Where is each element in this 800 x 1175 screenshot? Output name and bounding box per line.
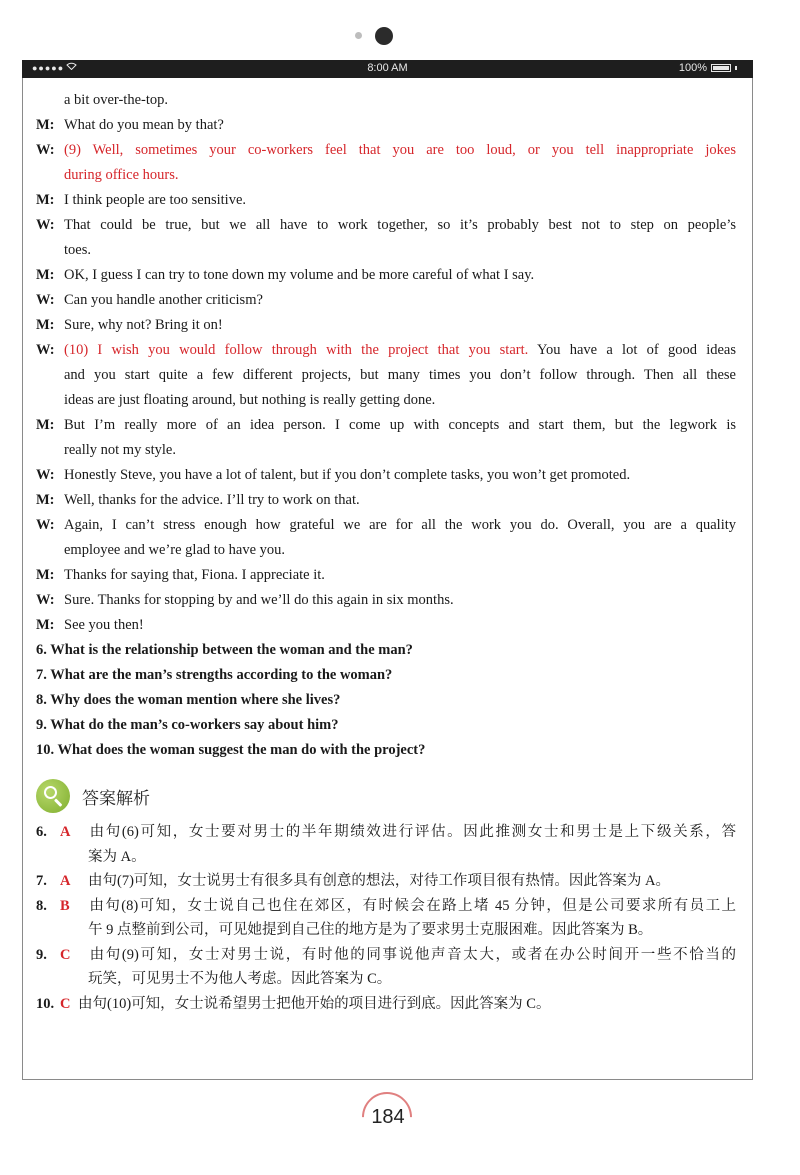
page-number-badge [358, 1092, 418, 1144]
dialogue-line-highlight: during office hours. [64, 167, 179, 183]
question-item: 9. What do the man’s co-workers say about him? [36, 717, 339, 733]
speaker-label: W: [36, 142, 55, 158]
answer-letter: A [60, 873, 71, 889]
dialogue-line: really not my style. [64, 442, 176, 458]
highlight-sentence: (10) I wish you would follow through with the project that you start. [64, 342, 529, 358]
dialogue-line: and you start quite a few different projects, but many times you don’t follow through. Then all these [64, 367, 736, 383]
speaker-label: W: [36, 217, 55, 233]
answer-letter: C [60, 995, 71, 1012]
answer-item-cont: 午 9 点整前到公司，可见她提到自己住的地方是为了要求男士克服困难。因此答案为 B。 [88, 922, 653, 938]
camera-lens-icon [375, 27, 393, 45]
dialogue-line-highlight: W: (9) Well, sometimes your co-workers feel that you are too loud, or you tell inappropriate jokes [36, 138, 736, 163]
dialogue-line: toes. [64, 242, 91, 258]
dialogue-line: W: Honestly Steve, you have a lot of talent, but if you don’t complete tasks, you won’t get promoted. [36, 463, 736, 488]
dialogue-line: employee and we’re glad to have you. [64, 542, 286, 558]
speaker-label: M: [36, 617, 55, 633]
speaker-label: M: [36, 417, 55, 433]
question-item: 10. What does the woman suggest the man do with the project? [36, 742, 426, 758]
answer-item: 6. A 由句(6)可知，女士要对男士的半年期绩效进行评估。因此推测女士和男士是上下级关系，答 [36, 820, 736, 845]
speaker-label: W: [36, 467, 55, 483]
status-time: 8:00 AM [367, 62, 408, 74]
dialogue-line: W: Can you handle another criticism? [36, 288, 736, 313]
answer-item-cont: 玩笑，可见男士不为他人考虑。因此答案为 C。 [88, 971, 392, 987]
answer-item: 8. B 由句(8)可知，女士说自己也住在郊区，有时候会在路上堵 45 分钟，但是公司要求所有员工上 [36, 894, 736, 919]
battery-percent: 100% [678, 62, 707, 74]
dialogue-line: M: Thanks for saying that, Fiona. I appreciate it. [36, 563, 736, 588]
dialogue-line: a bit over-the-top. [64, 92, 168, 108]
answer-letter: B [60, 897, 70, 914]
dialogue-line: W: That could be true, but we all have to work together, so it’s probably best not to step on people’s [36, 213, 736, 238]
answer-item: 9. C 由句(9)可知，女士对男士说，有时他的同事说他声音太大，或者在办公时间开一些不恰当的 [36, 943, 736, 968]
answer-section-header [36, 778, 150, 814]
answer-item: 10. C 由句(10)可知，女士说希望男士把他开始的项目进行到底。因此答案为 C。 [36, 992, 736, 1017]
dialogue-line: M: Well, thanks for the advice. I’ll try to work on that. [36, 488, 736, 513]
dialogue-line: M: See you then! [36, 613, 736, 638]
dialogue-line: W: (10) I wish you would follow through with the project that you start. You have a lot of good ideas [36, 338, 736, 363]
dialogue-line: M: Sure, why not? Bring it on! [36, 313, 736, 338]
page-number: 184 [371, 1106, 405, 1128]
speaker-label: M: [36, 267, 55, 283]
camera-sensor-icon [355, 32, 362, 39]
answer-list [36, 820, 736, 1016]
speaker-label: W: [36, 517, 55, 533]
speaker-label: W: [36, 342, 55, 358]
answer-section-title: 答案解析 [82, 788, 150, 809]
speaker-label: W: [36, 292, 55, 308]
dialogue-line: W: Again, I can’t stress enough how grateful we are for all the work you do. Overall, you are a quality [36, 513, 736, 538]
answer-letter: A [60, 824, 71, 840]
question-item: 7. What are the man’s strengths according to the woman? [36, 667, 393, 683]
dialogue-line: M: OK, I guess I can try to tone down my volume and be more careful of what I say. [36, 263, 736, 288]
dialogue-line: ideas are just floating around, but nothing is really getting done. [64, 392, 436, 408]
speaker-label: M: [36, 492, 55, 508]
signal-icon: ●●●●● [32, 63, 65, 73]
dialogue-line: M: But I’m really more of an idea person. I come up with concepts and start them, but the legwork is [36, 413, 736, 438]
question-item: 6. What is the relationship between the woman and the man? [36, 642, 413, 658]
status-bar [22, 60, 753, 78]
speaker-label: M: [36, 317, 55, 333]
answer-item-cont: 案为 A。 [88, 848, 146, 865]
speaker-label: M: [36, 117, 55, 133]
speaker-label: M: [36, 192, 55, 208]
magnifier-icon [36, 779, 70, 813]
speaker-label: W: [36, 592, 55, 608]
answer-item: 7. A 由句(7)可知，女士说男士有很多具有创意的想法，对待工作项目很有热情。因此答案为 A。 [36, 869, 736, 894]
question-item: 8. Why does the woman mention where she lives? [36, 692, 341, 708]
answer-letter: C [60, 946, 71, 963]
tablet-camera [0, 26, 800, 46]
dialogue-line: W: Sure. Thanks for stopping by and we’ll do this again in six months. [36, 588, 736, 613]
dialogue-line: M: What do you mean by that? [36, 113, 736, 138]
speaker-label: M: [36, 567, 55, 583]
transcript [36, 88, 736, 763]
battery-icon [711, 64, 731, 72]
dialogue-line: M: I think people are too sensitive. [36, 188, 736, 213]
